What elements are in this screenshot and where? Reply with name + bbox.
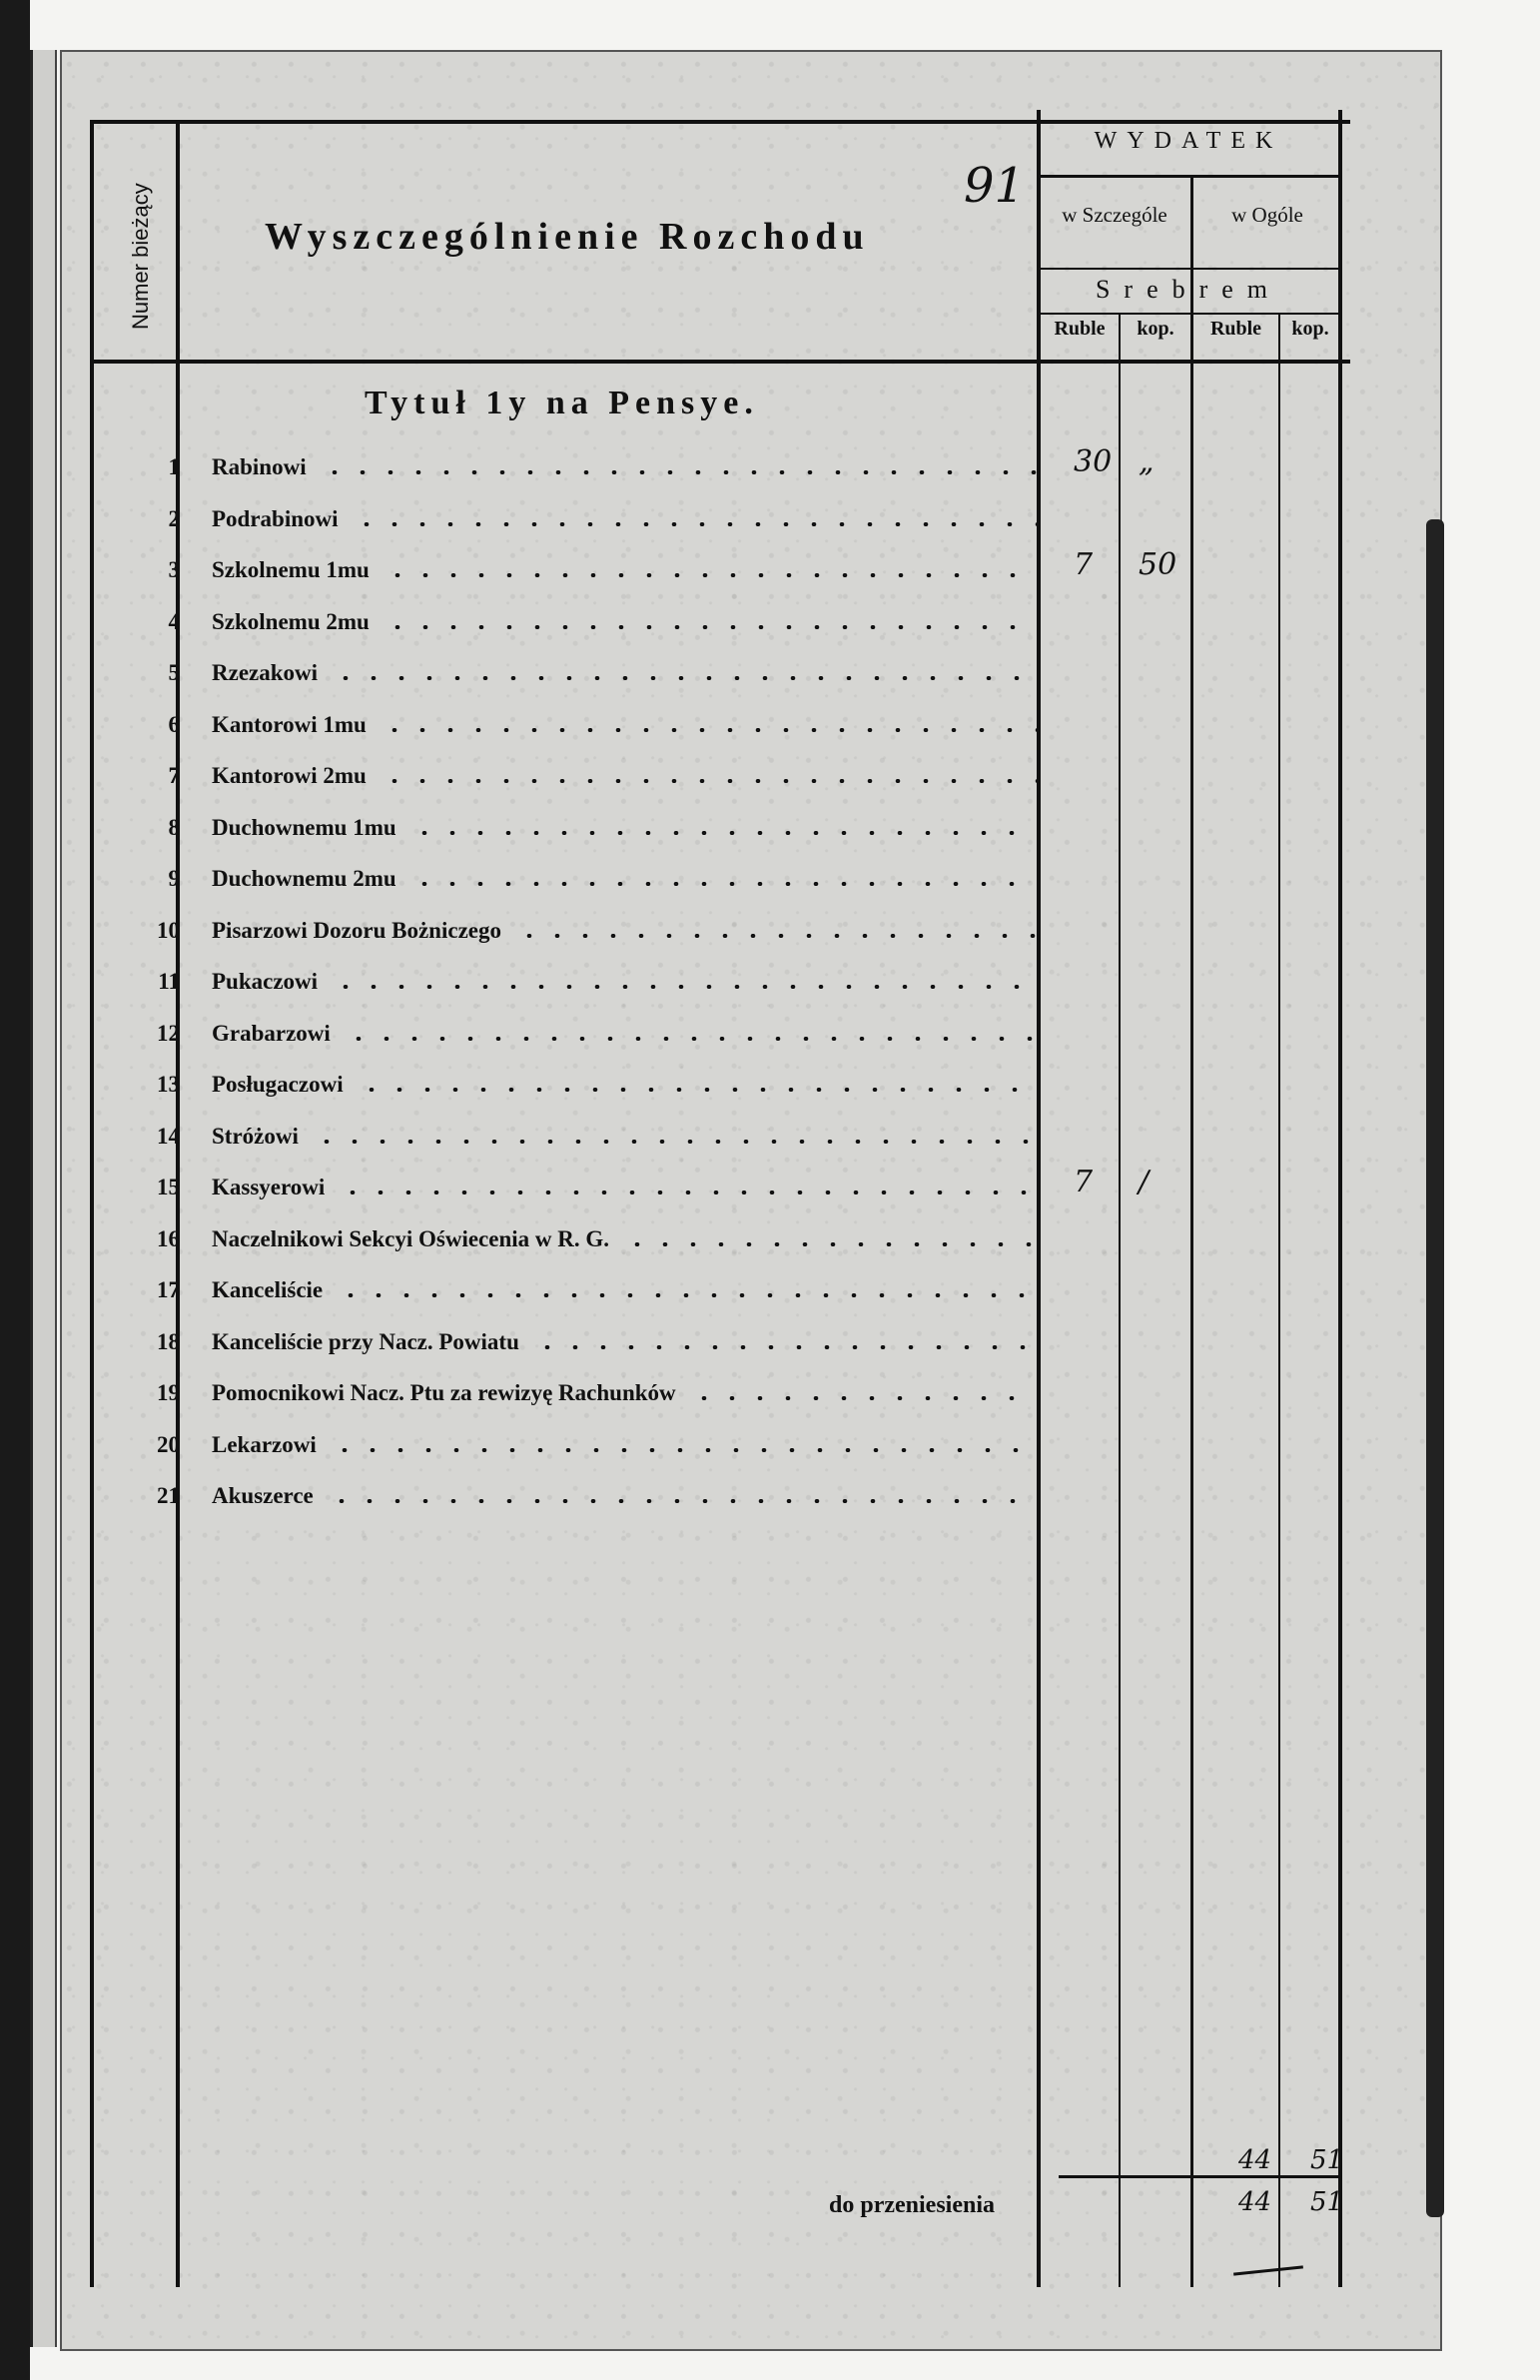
- row-number: 15: [157, 1175, 180, 1199]
- column-kop-detail: kop.: [1137, 318, 1174, 340]
- row-kop: /: [1139, 1165, 1150, 1199]
- row-number: 10: [157, 917, 180, 943]
- header-bottom-rule: [90, 360, 1350, 364]
- row-number: 18: [157, 1328, 180, 1354]
- row-ruble: 7: [1074, 547, 1094, 582]
- leader-dots: [384, 625, 1041, 629]
- row-label: Naczelnikowi Sekcyi Oświecenia w R. G.: [212, 1225, 609, 1251]
- leader-dots: [384, 573, 1041, 577]
- row-number: 1: [168, 454, 180, 479]
- row-number: 17: [157, 1277, 180, 1302]
- leader-dots: [623, 1242, 1041, 1246]
- ledger-row: [0, 1319, 1540, 1370]
- row-number: 11: [158, 969, 180, 994]
- row-label: Pisarzowi Dozoru Bożniczego: [212, 917, 501, 943]
- column-ruble-detail: Ruble: [1054, 318, 1106, 340]
- row-number: 12: [157, 1020, 180, 1046]
- ledger-row: [0, 856, 1540, 907]
- row-number: 20: [157, 1431, 180, 1457]
- currency-label: Srebrem: [1095, 275, 1282, 304]
- row-label: Akuszerce: [212, 1483, 314, 1508]
- leader-dots: [690, 1396, 1041, 1400]
- ledger-row: [0, 1114, 1540, 1165]
- ledger-row: [0, 805, 1540, 856]
- row-label: Kantorowi 1mu: [212, 711, 367, 737]
- wydatek-rule: [1039, 175, 1340, 178]
- row-number: 9: [168, 866, 180, 891]
- leader-dots: [345, 1037, 1041, 1041]
- leader-dots: [339, 1190, 1041, 1194]
- row-number: 13: [157, 1072, 180, 1097]
- row-number: 3: [168, 557, 180, 582]
- row-number: 4: [168, 608, 180, 634]
- leader-dots: [328, 1499, 1041, 1503]
- section-title: Tytuł 1y na Pensye.: [365, 385, 759, 421]
- row-label: Lekarzowi: [212, 1431, 317, 1457]
- leader-dots: [331, 1448, 1041, 1452]
- row-label: Rzezakowi: [212, 660, 319, 685]
- ledger-row: [0, 1165, 1540, 1215]
- ledger-row: [0, 1370, 1540, 1421]
- leader-dots: [337, 1293, 1041, 1297]
- leader-dots: [313, 1140, 1041, 1144]
- row-label: Kanceliście przy Nacz. Powiatu: [212, 1328, 519, 1354]
- row-label: Duchownemu 2mu: [212, 866, 396, 891]
- row-label: Pukaczowi: [212, 969, 319, 994]
- srebrem-rule: [1039, 268, 1340, 270]
- row-number: 5: [168, 660, 180, 685]
- row-label: Pomocnikowi Nacz. Ptu za rewizyę Rachunków: [212, 1380, 676, 1405]
- leader-dots: [381, 779, 1041, 783]
- sum-rule: [1059, 2175, 1340, 2178]
- carry-kop: 51: [1310, 2187, 1344, 2217]
- row-number: 16: [157, 1225, 180, 1251]
- ledger-row: [0, 753, 1540, 804]
- ledger-row: [0, 702, 1540, 753]
- column-kop-total: kop.: [1291, 318, 1329, 340]
- ledger-row: [0, 1062, 1540, 1113]
- column-w-ogole: w Ogóle: [1231, 203, 1303, 227]
- row-label: Kassyerowi: [212, 1175, 326, 1199]
- row-label: Podrabinowi: [212, 505, 339, 531]
- leader-dots: [353, 522, 1041, 526]
- row-number: 14: [157, 1123, 180, 1149]
- row-number: 6: [168, 711, 180, 737]
- leader-dots: [410, 882, 1041, 886]
- leader-dots: [332, 985, 1041, 989]
- row-number: 21: [157, 1483, 180, 1508]
- sum-kop: 51: [1310, 2145, 1344, 2175]
- ledger-row: [0, 496, 1540, 547]
- carry-ruble: 44: [1238, 2187, 1272, 2217]
- ledger-row: [0, 1011, 1540, 1062]
- row-label: Posługaczowi: [212, 1072, 344, 1097]
- leader-dots: [533, 1345, 1041, 1349]
- carry-forward-label: do przeniesienia: [829, 2192, 995, 2218]
- table-top-rule: [90, 120, 1350, 124]
- ledger-row: [0, 1267, 1540, 1318]
- ledger-row: [0, 1422, 1540, 1473]
- leader-dots: [358, 1088, 1041, 1092]
- folio-number: 91: [964, 158, 1026, 214]
- column-w-szczegole: w Szczególe: [1062, 203, 1167, 227]
- column-label-number: Numer bieżący: [128, 183, 153, 330]
- row-label: Kanceliście: [212, 1277, 324, 1302]
- row-ruble: 7: [1074, 1165, 1094, 1199]
- row-label: Szkolnemu 1mu: [212, 557, 370, 582]
- row-kop: „: [1139, 444, 1155, 479]
- ledger-row: [0, 444, 1540, 495]
- row-kop: 50: [1139, 547, 1177, 582]
- leader-dots: [321, 470, 1041, 474]
- leader-dots: [515, 934, 1041, 938]
- row-number: 7: [168, 763, 180, 788]
- ledger-row: [0, 1473, 1540, 1524]
- page-title: Wyszczególnienie Rozchodu: [265, 216, 870, 258]
- column-group-wydatek: WYDATEK: [1094, 128, 1283, 154]
- row-label: Stróżowi: [212, 1123, 299, 1149]
- row-label: Duchownemu 1mu: [212, 814, 396, 840]
- ledger-row: [0, 1216, 1540, 1267]
- leader-dots: [381, 728, 1041, 732]
- ledger-row: [0, 959, 1540, 1010]
- row-number: 8: [168, 814, 180, 840]
- ledger-row: [0, 908, 1540, 959]
- unit-rule: [1039, 313, 1340, 315]
- row-label: Grabarzowi: [212, 1020, 331, 1046]
- ledger-row: [0, 650, 1540, 701]
- ledger-row: [0, 599, 1540, 650]
- leader-dots: [410, 831, 1041, 835]
- row-ruble: 30: [1074, 444, 1113, 479]
- sum-ruble: 44: [1238, 2145, 1272, 2175]
- leader-dots: [332, 676, 1041, 680]
- row-number: 19: [157, 1380, 180, 1405]
- ledger-row: [0, 547, 1540, 598]
- column-ruble-total: Ruble: [1209, 318, 1262, 340]
- row-number: 2: [168, 505, 180, 531]
- row-label: Szkolnemu 2mu: [212, 608, 370, 634]
- row-label: Kantorowi 2mu: [212, 763, 367, 788]
- row-label: Rabinowi: [212, 454, 307, 479]
